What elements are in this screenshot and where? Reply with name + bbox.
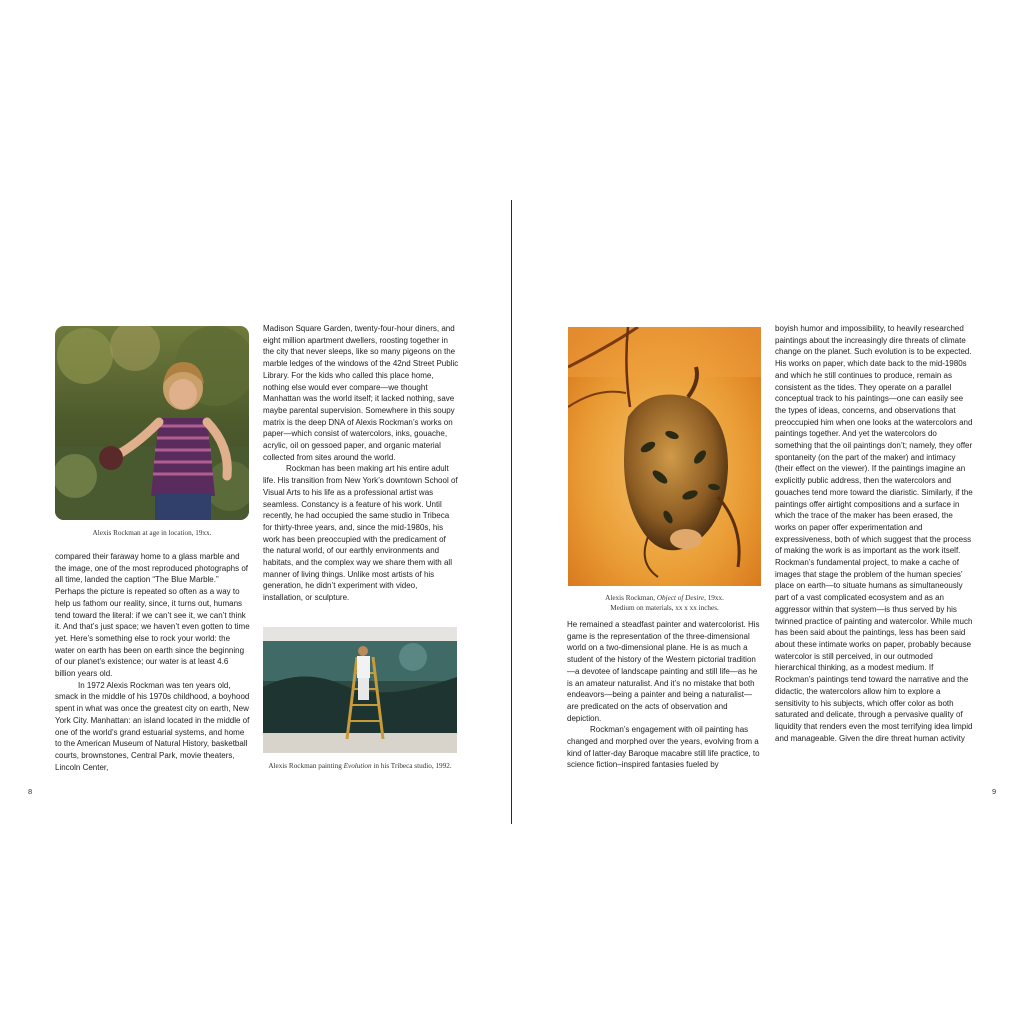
caption-text: Alexis Rockman painting [268, 762, 344, 770]
paragraph: In 1972 Alexis Rockman was ten years old, smack in the middle of his 1970s childhood, a boyhood spent in what was once the greatest city on earth, New York City. Manhattan: an island located in the middle of one of the world’s grand estuarial systems, and home to the American Museum of Natural History, basketball courts, brownstones, Central Park, movie theaters, Lincoln Center, [55, 680, 250, 772]
page-number: 9 [992, 787, 997, 796]
caption-artwork-title: Object of Desire [656, 594, 705, 602]
caption-text: Alexis Rockman at age in location, 19xx. [92, 529, 212, 537]
caption-text: in his Tribeca studio, 1992. [371, 762, 452, 770]
caption-line-2: Medium on materials, xx x xx inches. [610, 603, 719, 612]
paragraph: boyish humor and impossibility, to heavily researched paintings about the increasingly dire threats of climate change on the planet. Such evolution is to be expected. His works on paper, which date back to the mid-1980s and which he still continues to produce, remain as consistent as the tides. They operate on a parallel conceptual track to his paintings—one can easily see the types of ideas, concerns, and observations that preoccupied him when one looks at the watercolors and paintings together. And yet the watercolors do something that the oil paintings don’t; namely, they offer spontaneity (on the part of the maker) and intimacy (their effect on the viewer). If the paintings imagine an explicitly public address, then the watercolors and gouaches tend more toward the diaristic. Similarly, if the paintings offer airtight compositions and a surface in which the trace of the maker has been erased, the works on paper offer experimentation and expressiveness, both of which suggest that the process of making the work is as important as the work itself. Rockman’s fundamental project, to make a cache of images that stage the problem of the human species’ place on earth—to situate humans as simultaneously part of a vast complicated ecosystem and as an aggressor within that system—is thus served by his twinned practice of painting and watercolor. While much has been said about the paintings, less has been said about these intimate works on paper, probably because watercolor is still perceived, in our outmoded hierarchical thinking, as a modest medium. If Rockman’s paintings tend toward the narrative and the didactic, the watercolors allow him to explore a sensitivity to his subjects, which offer color as both saturated and delicate, through a pervasive quality of liquidity that renders even the most terrifying idea limpid and manageable. Given the dire threat human activity [775, 324, 973, 743]
right-page [512, 0, 1024, 1024]
caption-line-1 [568, 594, 761, 604]
page-number: 8 [28, 787, 33, 796]
paragraph: Madison Square Garden, twenty-four-hour diners, and eight million apartment dwellers, roosting together in the city that never sleeps, like so many pigeons on the marble ledges of the windows of the 42nd Street Public Library. For the kids who called this place home, nothing else would ever compare—we thought Manhattan was the world itself; it lacked nothing, save maybe parental supervision. Somewhere in this soupy matrix is the deep DNA of Alexis Rockman’s works on paper—which consist of watercolors, inks, gouache, acrylic, oil on gessoed paper, and organic material collected from sites around the world. [263, 324, 459, 462]
right-column-1 [567, 619, 763, 771]
studio-photo [263, 627, 457, 753]
photo-caption-1 [55, 529, 249, 539]
paragraph: Rockman has been making art his entire adult life. His transition from New York’s downtown School of Visual Arts to his life as a professional artist was seamless. Constancy is a feature of his work. Until recently, he had occupied the same studio in Tribeca for thirty-three years, and, since the mid-1980s, his work has been preoccupied with the predicament of the natural world, of our earthly environments and habitats, and the complex way we share them with all manner of living things. Unlike most artists of his generation, he didn’t experiment with video, installation, or sculpture. [263, 464, 458, 603]
paragraph: He remained a steadfast painter and watercolorist. His game is the representation of the three-dimensional world on a two-dimensional plane. He is as much a student of the history of the Western pictorial tradition—a devotee of landscape painting and still life—as he is an amateur naturalist. And it’s no mistake that both endeavors—being a painter and being a naturalist—are predicated on the acts of observation and depiction. [567, 620, 760, 723]
right-column-2 [775, 323, 973, 744]
object-of-desire-painting [568, 327, 761, 586]
caption-text: Alexis Rockman, [605, 594, 657, 602]
caption-text: , 19xx. [704, 594, 724, 602]
caption-artwork-title: Evolution [343, 762, 372, 770]
left-column-2 [263, 323, 459, 604]
paragraph: compared their faraway home to a glass marble and the image, one of the most reproduced photographs of all time, landed the caption “The Blue Marble.” Perhaps the picture is repeated so often as a way to help us fathom our reality, since, it turns out, humans tend toward the literal: if we can’t see it, we can’t think it. And that’s just space; we haven’t even gotten to time yet. Here’s something else to rock your world: the water on earth has been on earth since the beginning of our planet’s existence; our water is at least 4.6 billion years old. [55, 552, 250, 679]
photo-caption-2 [255, 762, 465, 772]
paragraph: Rockman’s engagement with oil painting has changed and morphed over the years, evolving from a kind of latter-day Baroque macabre still life practice, to science fiction–inspired fantasies fueled by [567, 725, 760, 770]
childhood-photo [55, 326, 249, 520]
painting-caption [568, 594, 761, 613]
left-column-1 [55, 551, 250, 773]
